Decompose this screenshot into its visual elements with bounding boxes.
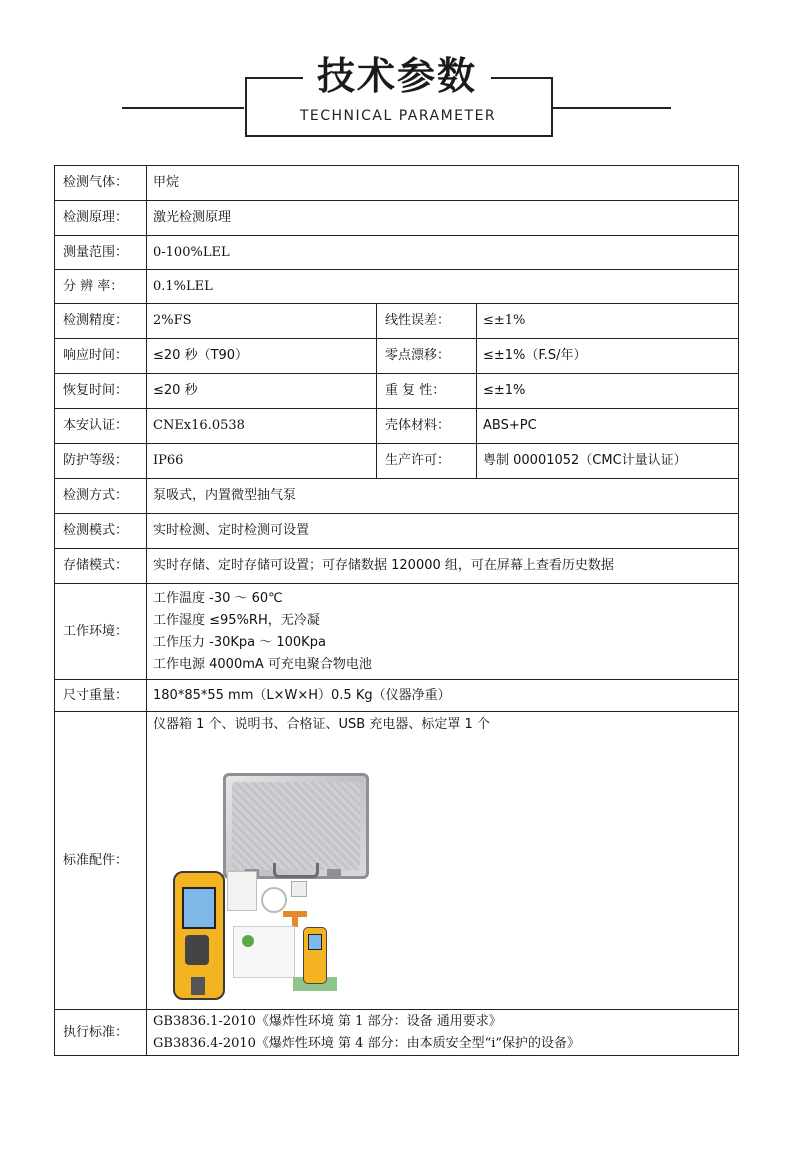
- table-row-resolution: [55, 270, 739, 304]
- label-mode: 检测模式：: [55, 514, 147, 549]
- detector-screen: [182, 887, 216, 929]
- page-subtitle: TECHNICAL PARAMETER: [299, 108, 497, 124]
- label-safety: 本安认证：: [55, 409, 147, 444]
- value-gas: 甲烷: [147, 166, 739, 201]
- value-accessories: [147, 712, 739, 1010]
- value-linearity: ≤±1%: [477, 304, 739, 339]
- header-rule-right: [553, 107, 671, 109]
- accessories-text: 仪器箱 1 个、说明书、合格证、USB 充电器、标定罩 1 个: [153, 717, 490, 732]
- value-license: 粤制 00001052（CMC计量认证）: [477, 444, 739, 479]
- detector-keypad: [185, 935, 209, 965]
- label-recovery: 恢复时间：: [55, 374, 147, 409]
- label-environment: 工作环境：: [55, 584, 147, 680]
- accessories-photo: [173, 751, 393, 996]
- box-device-picture: [303, 927, 327, 984]
- value-response: ≤20 秒（T90）: [147, 339, 377, 374]
- case-latch: [327, 869, 341, 877]
- label-standards: 执行标准：: [55, 1010, 147, 1056]
- label-principle: 检测原理：: [55, 201, 147, 236]
- label-accessories: 标准配件：: [55, 712, 147, 1010]
- product-box: [233, 926, 295, 978]
- label-protection: 防护等级：: [55, 444, 147, 479]
- table-row-storage: [55, 549, 739, 584]
- case-handle: [273, 863, 319, 878]
- value-environment: [147, 584, 739, 680]
- table-row-response: [55, 339, 739, 374]
- table-row-safety: [55, 409, 739, 444]
- value-mode: 实时检测、定时检测可设置: [147, 514, 739, 549]
- header-frame-top-right: [491, 77, 551, 79]
- manual-booklet: [227, 871, 257, 911]
- label-storage: 存储模式：: [55, 549, 147, 584]
- table-row-accessories: [55, 712, 739, 1010]
- table-row-range: [55, 236, 739, 270]
- table-row-standards: [55, 1010, 739, 1056]
- label-gas: 检测气体：: [55, 166, 147, 201]
- label-accuracy: 检测精度：: [55, 304, 147, 339]
- value-resolution: 0.1%LEL: [147, 270, 739, 304]
- label-size: 尺寸重量：: [55, 680, 147, 712]
- header-rule-left: [122, 107, 244, 109]
- standard-line: GB3836.4-2010《爆炸性环境 第 4 部分：由本质安全型“i”保护的设备》: [153, 1035, 581, 1051]
- label-resolution: 分 辨 率：: [55, 270, 147, 304]
- spec-table: [54, 165, 739, 1056]
- environment-line: 工作温度 -30 ～ 60℃: [153, 590, 283, 606]
- table-row-protection: [55, 444, 739, 479]
- value-housing: ABS+PC: [477, 409, 739, 444]
- label-housing: 壳体材料：: [377, 409, 477, 444]
- label-license: 生产许可：: [377, 444, 477, 479]
- value-standards: [147, 1010, 739, 1056]
- usb-charger: [291, 881, 307, 897]
- usb-cable: [261, 887, 287, 913]
- page-title: 技术参数: [316, 54, 477, 98]
- label-repeatability: 重 复 性：: [377, 374, 477, 409]
- header-frame-top-left: [245, 77, 303, 79]
- table-row-size: [55, 680, 739, 712]
- value-recovery: ≤20 秒: [147, 374, 377, 409]
- standard-line: GB3836.1-2010《爆炸性环境 第 1 部分：设备 通用要求》: [153, 1013, 502, 1029]
- calibration-tee-stem: [292, 911, 298, 927]
- table-row-accuracy: [55, 304, 739, 339]
- detector-probe: [191, 977, 205, 995]
- table-row-gas: [55, 166, 739, 201]
- value-principle: 激光检测原理: [147, 201, 739, 236]
- environment-line: 工作湿度 ≤95%RH，无冷凝: [153, 612, 320, 628]
- value-repeatability: ≤±1%: [477, 374, 739, 409]
- value-size: 180*85*55 mm（L×W×H）0.5 Kg（仪器净重）: [147, 680, 739, 712]
- value-storage: 实时存储、定时存储可设置；可存储数据 120000 组，可在屏幕上查看历史数据: [147, 549, 739, 584]
- value-protection: IP66: [147, 444, 377, 479]
- gas-detector: [173, 871, 225, 1000]
- environment-line: 工作压力 -30Kpa ～ 100Kpa: [153, 634, 326, 650]
- label-zero-drift: 零点漂移：: [377, 339, 477, 374]
- environment-line: 工作电源 4000mA 可充电聚合物电池: [153, 656, 372, 672]
- label-linearity: 线性误差：: [377, 304, 477, 339]
- label-response: 响应时间：: [55, 339, 147, 374]
- value-method: 泵吸式，内置微型抽气泵: [147, 479, 739, 514]
- value-zero-drift: ≤±1%（F.S/年）: [477, 339, 739, 374]
- value-safety: CNEx16.0538: [147, 409, 377, 444]
- table-row-environment: [55, 584, 739, 680]
- table-row-principle: [55, 201, 739, 236]
- table-row-recovery: [55, 374, 739, 409]
- header: [0, 0, 790, 150]
- value-range: 0-100%LEL: [147, 236, 739, 270]
- label-range: 测量范围：: [55, 236, 147, 270]
- table-row-mode: [55, 514, 739, 549]
- table-row-method: [55, 479, 739, 514]
- value-accuracy: 2%FS: [147, 304, 377, 339]
- label-method: 检测方式：: [55, 479, 147, 514]
